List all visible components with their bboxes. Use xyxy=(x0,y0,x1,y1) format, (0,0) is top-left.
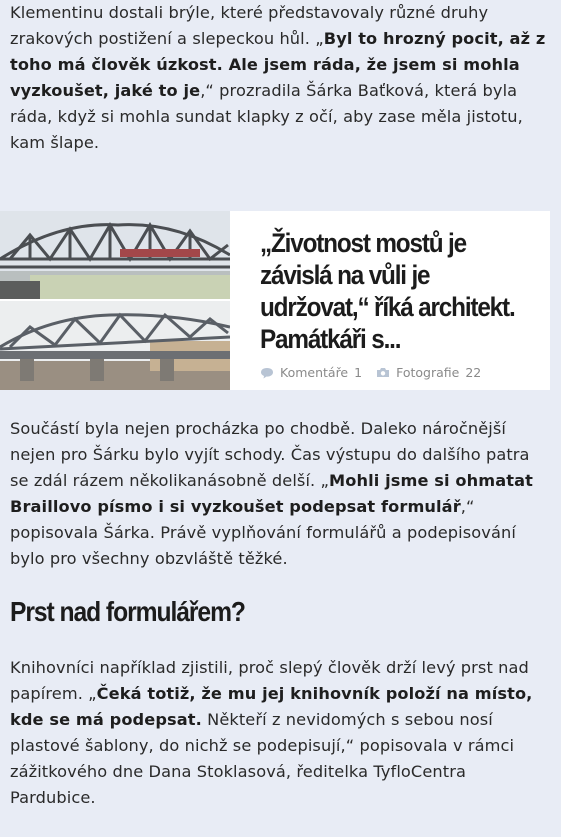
section-heading: Prst nad formulářem? xyxy=(10,596,245,627)
paragraph-quote: Byl to hrozný pocit, až z toho má člověk úzkost. Ale jsem ráda, že jsem si mohla vyzkoušet, jaké to je xyxy=(10,29,546,100)
camera-icon xyxy=(376,367,390,378)
comments-label: Komentáře xyxy=(280,365,349,380)
related-article-meta xyxy=(260,365,481,380)
article-paragraph-1 xyxy=(10,0,550,156)
paragraph-text: ,“ prozradila Šárka Baťková, která byla ráda, když si mohla sundat klapky z očí, aby zase měla jistotu, kam šlape. xyxy=(10,81,523,152)
paragraph-quote: Čeká totiž, že mu jej knihovník položí na místo, kde se má podepsat. xyxy=(10,684,533,729)
photos-count: 22 xyxy=(465,365,482,380)
paragraph-text: Někteří z nevidomých s sebou nosí plastové šablony, do nichž se podepisují,“ popisovala v rámci zážitkového dne Dana Stoklasová, ředitelka TyfloCentra Pardubice. xyxy=(10,710,515,807)
related-article-card[interactable] xyxy=(0,211,550,390)
paragraph-text: Klementinu dostali brýle, které představovaly různé druhy zrakových postižení a slepeckou hůl. „ xyxy=(10,3,489,48)
related-article-title[interactable]: „Životnost mostů je závislá na vůli je udržovat,“ říká architekt. Památkáři s... xyxy=(260,228,515,354)
photos-link[interactable] xyxy=(376,365,481,380)
related-article-photo[interactable] xyxy=(0,211,230,390)
article-paragraph-2 xyxy=(10,416,550,572)
photos-label: Fotografie xyxy=(396,365,460,380)
paragraph-text: Součástí byla nejen procházka po chodbě. Daleko náročnější nejen pro Šárku bylo vyjít schody. Čas výstupu do dalšího patra se zdál rázem několikanásobně delší. „ xyxy=(10,419,530,490)
comment-icon xyxy=(260,367,274,379)
paragraph-text: Knihovníci například zjistili, proč slepý člověk drží levý prst nad papírem. „ xyxy=(10,658,529,703)
comments-count: 1 xyxy=(354,365,363,380)
article-paragraph-3 xyxy=(10,655,550,811)
paragraph-text: ,“ popisovala Šárka. Právě vyplňování formulářů a podepisování bylo pro všechny obzvláště těžké. xyxy=(10,497,516,568)
paragraph-quote: Mohli jsme si ohmatat Braillovo písmo i si vyzkoušet podepsat formulář xyxy=(10,471,533,516)
comments-link[interactable] xyxy=(260,365,362,380)
